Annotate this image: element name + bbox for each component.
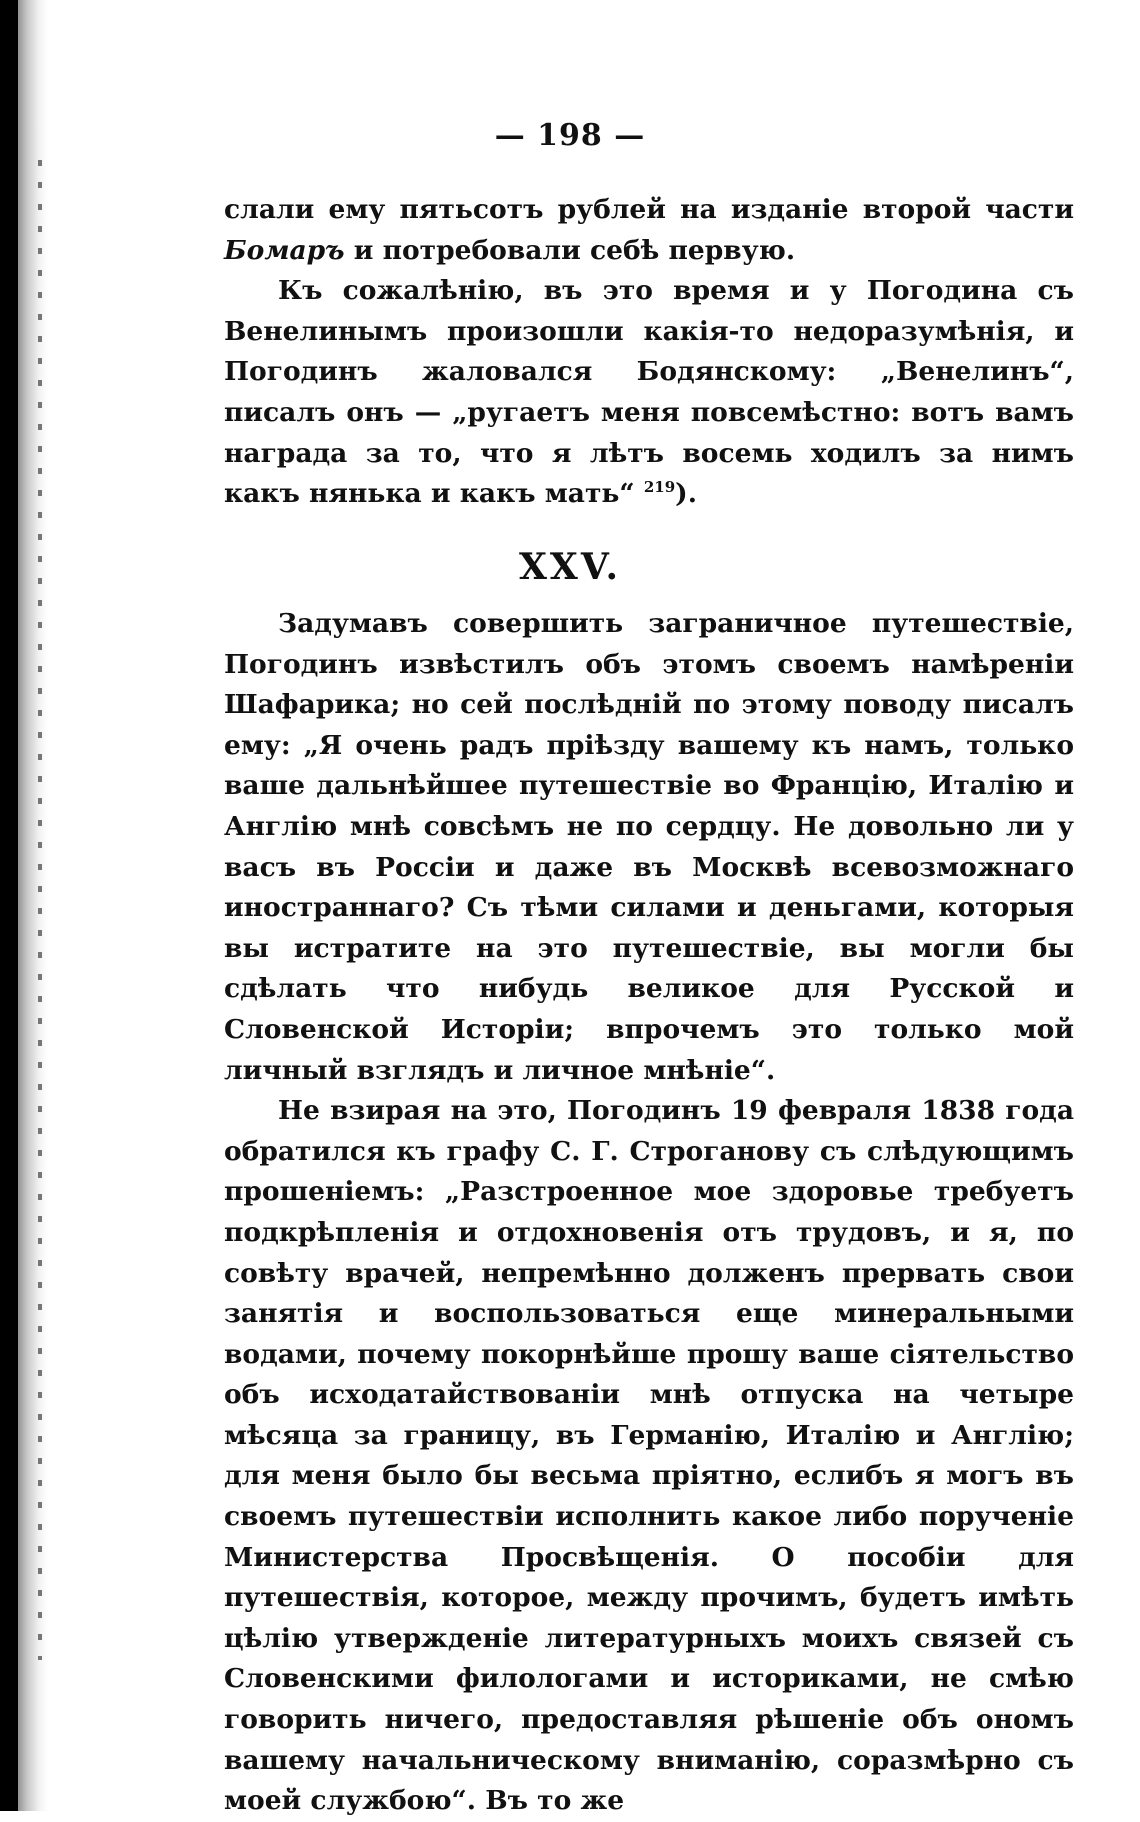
paragraph-1-end: ). [675,478,697,510]
binding-marks [38,160,42,1660]
paragraph-3: Не взирая на это, Погодинъ 19 февраля 1838 года обратился къ графу С. Г. Строганову съ слѣдующимъ прошеніемъ: „Разстроенное мое здоровье требуетъ подкрѣпленія и отдохновенія отъ трудовъ, и я, по совѣту врачей, непремѣнно долженъ прервать свои занятія и воспользоваться еще минеральными водами, почему покорнѣйше прошу ваше сіятельство объ исходатайствованіи мнѣ отпуска на четыре мѣсяца за границу, въ Германію, Италію и Англію; для меня было бы весьма пріятно, еслибъ я могъ въ своемъ путешествіи исполнить какое либо порученіе Министерства Просвѣщенія. О пособіи для путешествія, которое, между прочимъ, будетъ имѣть цѣлію утвержденіе литературныхъ моихъ связей съ Словенскими филологами и историками, не смѣю говорить ничего, предоставляя рѣшеніе объ ономъ вашему начальническому вниманію, соразмѣрно съ моей службою“. Въ то же [224,1095,1074,1817]
binding-edge [0,0,18,1811]
binding-shadow [18,0,48,1811]
paragraph-1-text: Къ сожалѣнію, въ это время и у Погодина съ Венелинымъ произошли какія-то недоразумѣнія, и Погодинъ жаловался Бодянскому: „Венелинъ“, писалъ онъ — „ругаетъ меня повсемѣстно: вотъ вамъ награда за то, что я лѣтъ восемь ходилъ за нимъ какъ нянька и какъ мать“ [224,275,1074,510]
paragraph-1 [224,271,1074,515]
footnote-ref: 219 [643,478,676,497]
continuation-line-start: слали ему пятьсотъ рублей на изданіе второй части [224,194,1074,225]
chapter-heading: XXV. [518,546,622,588]
book-title: Бомаръ [224,234,345,266]
continuation-line-end: и потребовали себѣ первую. [344,234,796,266]
page-number: — 198 — [494,118,646,153]
top-text-block [224,190,1074,515]
continuation-paragraph [224,190,1074,271]
paragraph-2: Задумавъ совершить заграничное путешествіе, Погодинъ извѣстилъ объ этомъ своемъ намѣреніи Шафарика; но сей послѣдній по этому поводу писалъ ему: „Я очень радъ пріѣзду вашему къ намъ, только ваше дальнѣйшее путешествіе во Францію, Италію и Англію мнѣ совсѣмъ не по сердцу. Не довольно ли у васъ въ Россіи и даже въ Москвѣ всевозможнаго иностраннаго? Съ тѣми силами и деньгами, которыя вы истратите на это путешествіе, вы могли бы сдѣлать что нибудь великое для Русской и Словенской Исторіи; впрочемъ это только мой личный взглядъ и личное мнѣніе“. [224,608,1074,1086]
main-text-block [224,604,1074,1822]
